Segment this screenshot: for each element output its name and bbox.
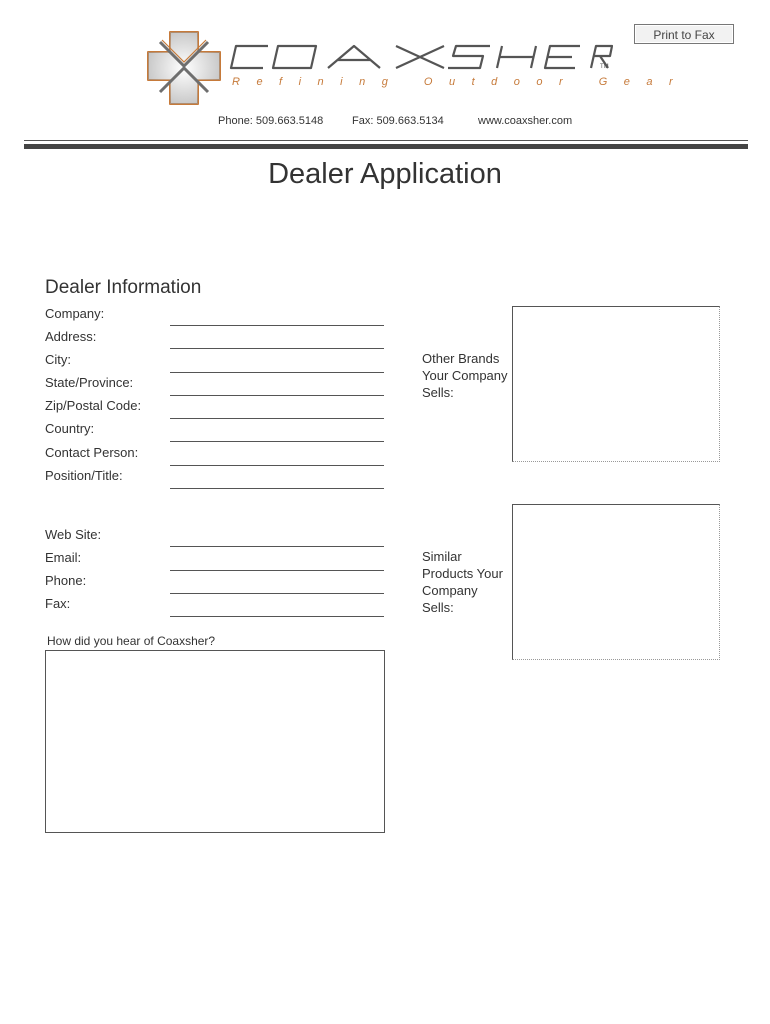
zip-postal-code-field[interactable] xyxy=(170,418,384,419)
email-label: Email: xyxy=(45,550,82,565)
address-field[interactable] xyxy=(170,348,384,349)
header-website[interactable]: www.coaxsher.com xyxy=(478,115,573,127)
web-site-field[interactable] xyxy=(170,546,384,547)
how-did-you-hear-textarea[interactable] xyxy=(45,650,385,833)
fax-field[interactable] xyxy=(170,616,384,617)
zip-postal-code-label: Zip/Postal Code: xyxy=(45,398,142,413)
similar-products-textarea[interactable] xyxy=(512,504,720,660)
contact-person-label: Contact Person: xyxy=(45,445,139,460)
city-field[interactable] xyxy=(170,372,384,373)
brand-tagline: Refining Outdoor Gear xyxy=(232,76,690,88)
coaxsher-logo-icon xyxy=(144,28,224,108)
phone-label: Phone: xyxy=(45,573,87,588)
header-divider-thin xyxy=(24,140,748,141)
city-label: City: xyxy=(45,352,71,367)
coaxsher-wordmark xyxy=(228,42,613,72)
position-title-field[interactable] xyxy=(170,488,384,489)
header-phone: Phone: 509.663.5148 xyxy=(218,115,324,127)
company-label: Company: xyxy=(45,306,105,321)
other-brands-textarea[interactable] xyxy=(512,306,720,462)
other-brands-label: Other Brands Your Company Sells: xyxy=(422,351,508,400)
email-field[interactable] xyxy=(170,570,384,571)
print-to-fax-button[interactable]: Print to Fax xyxy=(634,24,734,44)
fax-label: Fax: xyxy=(45,596,71,611)
page-title: Dealer Application xyxy=(268,158,502,190)
contact-person-field[interactable] xyxy=(170,465,384,466)
header-fax: Fax: 509.663.5134 xyxy=(352,115,444,127)
address-label: Address: xyxy=(45,329,97,344)
position-title-label: Position/Title: xyxy=(45,468,123,483)
state-province-field[interactable] xyxy=(170,395,384,396)
web-site-label: Web Site: xyxy=(45,527,102,542)
country-field[interactable] xyxy=(170,441,384,442)
country-label: Country: xyxy=(45,421,95,436)
how-did-you-hear-label: How did you hear of Coaxsher? xyxy=(47,634,216,648)
trademark-mark: TM xyxy=(600,64,609,70)
header-divider-thick xyxy=(24,144,748,149)
state-province-label: State/Province: xyxy=(45,375,134,390)
company-field[interactable] xyxy=(170,325,384,326)
similar-products-label: Similar Products Your Company Sells: xyxy=(422,549,503,615)
phone-field[interactable] xyxy=(170,593,384,594)
section-heading-dealer-information: Dealer Information xyxy=(45,277,202,298)
